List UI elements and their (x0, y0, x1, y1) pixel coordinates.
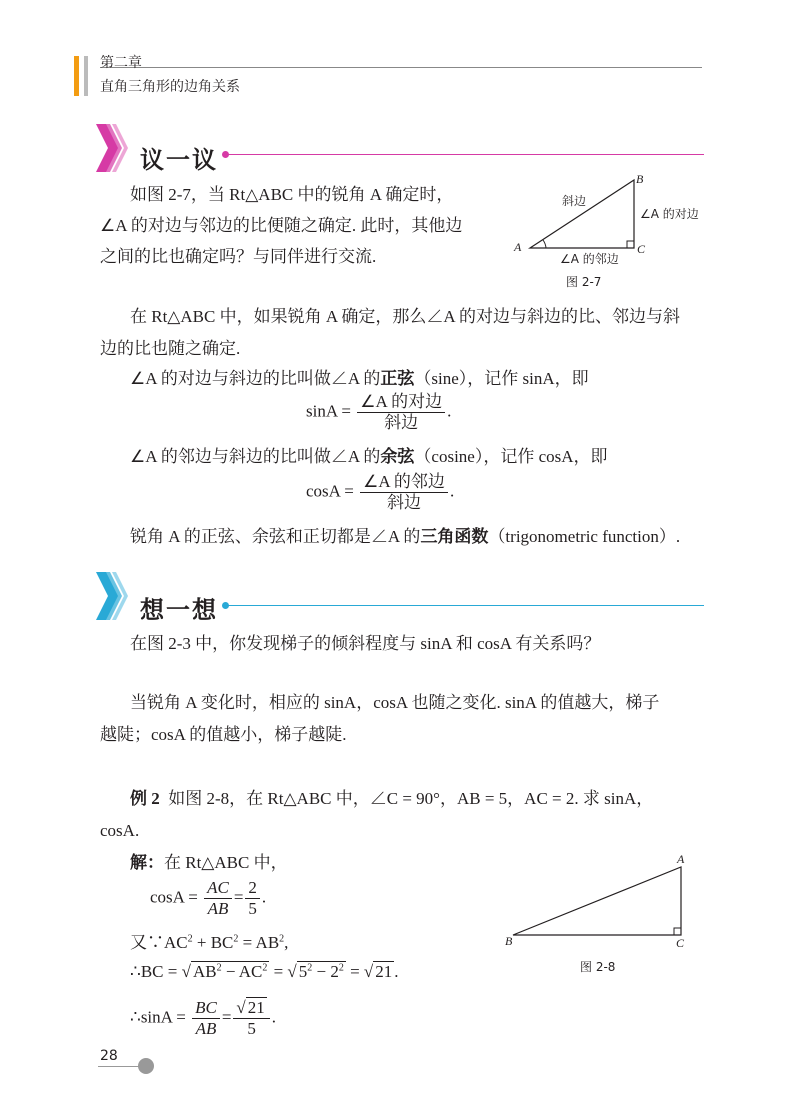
sine-formula: sinA = $\frac{\text{∠A 的对边}}{\text{斜边}}$ . (306, 392, 452, 432)
solution-intro: 在 Rt△ABC 中， (164, 853, 288, 872)
section-title-discuss: 议一议 (140, 145, 218, 174)
fig28-label-b: B (505, 934, 513, 948)
trig-pre: 锐角 A 的正弦、余弦和正切都是∠A 的 (130, 527, 421, 546)
ex-bc-ac: − AC (221, 962, 263, 981)
fig28-label-c: C (676, 936, 685, 950)
think-question: 在图 2-3 中，你发现梯子的倾斜程度与 sinA 和 cosA 有关系吗？ (130, 634, 601, 653)
fig28-caption: 图 2-8 (580, 960, 616, 974)
ex-sin-num2: 21 (247, 998, 265, 1017)
ex-bc-2: − 2 (312, 962, 339, 981)
ex-pythag-c: = AB (238, 933, 280, 952)
example-line2: cosA. (100, 821, 140, 840)
sine-lhs: sinA = (306, 401, 352, 421)
trig-definition (130, 520, 680, 554)
section-dot-discuss (222, 151, 229, 158)
figure-2-8 (505, 855, 705, 945)
header-bar-orange (74, 56, 79, 96)
think-answer-line1: 当锐角 A 变化时，相应的 sinA，cosA 也随之变化. sinA 的值越大，梯子 (130, 693, 660, 712)
ex-bc-pre: ∴BC = (130, 962, 178, 981)
cosine-fraction (360, 472, 448, 513)
ex-cos-num2: 2 (245, 878, 260, 899)
ex-pythag-b: + BC (192, 933, 234, 952)
ex-pythag-a: 又∵AC (130, 933, 188, 952)
chapter-label: 第二章 (100, 55, 142, 71)
ex-cos-den2: 5 (248, 899, 257, 918)
think-answer-line2: 越陡；cosA 的值越小，梯子越陡. (100, 725, 347, 744)
ex-cos-frac1 (204, 878, 232, 919)
fig28-label-a: A (677, 852, 685, 866)
ex-sin-num2-wrap: √ 21 (233, 998, 269, 1019)
cosine-num: ∠A 的邻边 (360, 472, 448, 493)
cosine-term: 余弦 (380, 447, 415, 466)
ex-sin-formula: ∴sinA = $\frac{BC}{AB}$ = $\frac{√ 21}{5}$ . (130, 998, 277, 1038)
solution-label: 解： (130, 853, 164, 872)
example-line1 (130, 782, 653, 816)
example-label: 例 2 (130, 789, 160, 808)
header-bar-gray (84, 56, 88, 96)
solution-intro-line (130, 846, 288, 880)
page-number: 28 (100, 1048, 118, 1064)
ex-bc-sqrt3: 21 (375, 962, 393, 981)
ex-cos-den: AB (207, 899, 229, 918)
example-text1: 如图 2-8，在 Rt△ABC 中，∠C = 90°，AB = 5，AC = 2. 求 sinA， (168, 789, 654, 808)
sine-den: 斜边 (384, 413, 419, 432)
trig-term: 三角函数 (420, 527, 489, 546)
cosine-definition (130, 440, 608, 474)
ex-bc-5: 5 (298, 962, 308, 981)
fig27-label-c: C (637, 242, 646, 256)
discuss-para-line1: 如图 2-7，当 Rt△ABC 中的锐角 A 确定时， (130, 185, 454, 204)
discuss-para-line2: ∠A 的对边与邻边的比便随之确定. 此时，其他边 (100, 216, 463, 235)
cosine-pre: ∠A 的邻边与斜边的比叫做∠A 的 (130, 447, 381, 466)
ex-bc-sqrt2: $5^2 - 2^2$ (298, 962, 344, 981)
section-dot-think (222, 602, 229, 609)
cosine-lhs: cosA = (306, 481, 354, 501)
fig27-label-b: B (636, 172, 644, 186)
sine-num: ∠A 的对边 (357, 392, 445, 413)
sine-fraction (357, 392, 445, 433)
ex-pythag-line: 又$\because AC^2 + BC^2 = AB^2$, (130, 933, 289, 952)
chevron-icon-cyan (96, 572, 138, 620)
fig27-caption: 图 2-7 (566, 275, 602, 289)
section-title-think: 想一想 (140, 595, 218, 624)
body-line1: 在 Rt△ABC 中，如果锐角 A 确定，那么∠A 的对边与斜边的比、邻边与斜 (130, 307, 681, 326)
ex-cos-eq: = (233, 887, 244, 907)
ex-bc-line: ∴BC = √ $AB^2 - AC^2$ = √ $5^2 - 2^2$ = √ 21 . (130, 962, 399, 981)
sine-definition (130, 362, 589, 396)
sine-pre: ∠A 的对边与斜边的比叫做∠A 的 (130, 369, 381, 388)
cosine-formula: cosA = $\frac{\text{∠A 的邻边}}{\text{斜边}}$ . (306, 472, 455, 512)
sine-post: （sine），记作 sinA，即 (414, 369, 589, 388)
cosine-post: （cosine），记作 cosA，即 (414, 447, 608, 466)
ex-bc-ab: AB (192, 962, 217, 981)
body-line2: 边的比也随之确定. (100, 339, 241, 358)
ex-cos-frac2 (245, 878, 260, 919)
ex-sin-frac2 (233, 998, 269, 1039)
ex-cos-lhs: cosA = (150, 887, 198, 907)
ex-sin-den: AB (195, 1019, 217, 1038)
section-rule-think (226, 605, 704, 606)
ex-sin-lhs: ∴sinA = (130, 1007, 186, 1027)
footer-dot (138, 1058, 154, 1074)
footer-rule (98, 1066, 142, 1067)
ex-sin-frac1 (192, 998, 220, 1039)
fig27-hyp: 斜边 (562, 194, 587, 208)
fig27-opp: ∠A 的对边 (640, 207, 699, 221)
sine-term: 正弦 (380, 369, 415, 388)
ex-cos-formula: cosA = $\frac{AC}{AB}$ = $\frac{2}{5}$ . (150, 878, 267, 918)
section-rule-discuss (226, 154, 704, 155)
fig27-adj: ∠A 的邻边 (560, 252, 619, 266)
ex-cos-num: AC (204, 878, 232, 899)
cosine-den: 斜边 (387, 493, 422, 512)
ex-bc-sqrt1: $AB^2 - AC^2$ (192, 962, 268, 981)
ex-sin-den2: 5 (247, 1019, 256, 1038)
fig27-label-a: A (514, 240, 522, 254)
header-rule (100, 67, 702, 68)
ex-sin-num: BC (192, 998, 220, 1019)
discuss-para-line3: 之间的比也确定吗？与同伴进行交流. (100, 247, 377, 266)
chapter-subtitle: 直角三角形的边角关系 (100, 79, 240, 95)
chevron-icon-magenta (96, 124, 138, 172)
trig-post: （trigonometric function）. (488, 527, 681, 546)
